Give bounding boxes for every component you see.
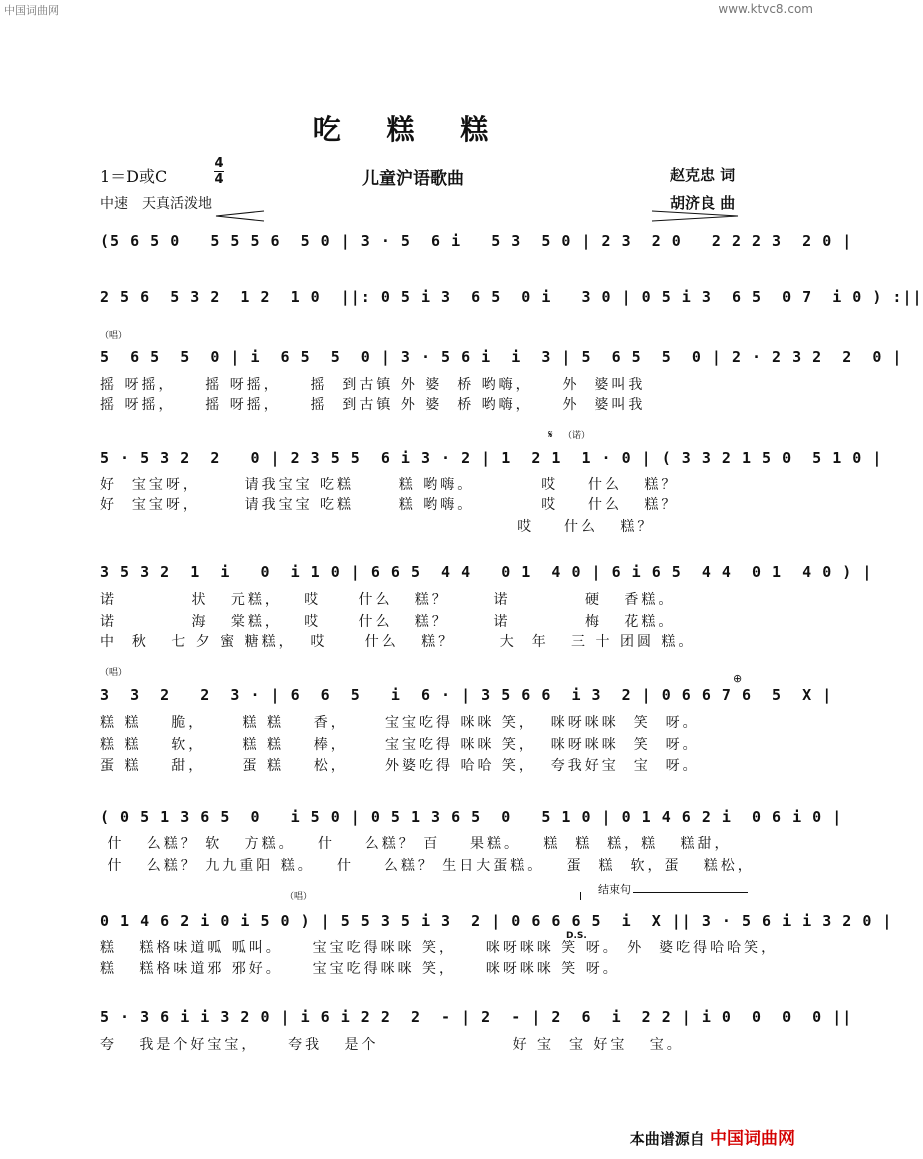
notation-line-2: 2 5 6 5 3 2 1 2 1 0 ||: 0 5 i 3 6 5 0 i 3 0 | 0 5 i 3 6 5 0 7 i 0 ) :|| (100, 288, 923, 306)
sing-marker: （唱） (100, 331, 128, 341)
meter-top: 4 (214, 156, 224, 171)
notation-line-6: 3 3 2 2 3 · | 6 6 5 i 6 · | 3 5 6 6 i 3 2 | 0 6 6 7 6 5 X | (100, 686, 833, 704)
notation-line-4: 5 · 5 3 2 2 0 | 2 3 5 5 6 i 3 · 2 | 1 2 1 1 · 0 | ( 3 3 2 1 5 0 5 1 0 | (100, 449, 883, 467)
notation-line-7: ( 0 5 1 3 6 5 0 i 5 0 | 0 5 1 3 6 5 0 5 1 0 | 0 1 4 6 2 i 0 6 i 0 | (100, 808, 843, 826)
lyric-line: 好 宝宝呀， 请我宝宝 吃糕 糕 哟嗨。 哎 什么 糕？ (100, 477, 679, 493)
lyric-line: 好 宝宝呀， 请我宝宝 吃糕 糕 哟嗨。 哎 什么 糕？ (100, 497, 679, 513)
lyric-line: 哎 什么 糕？ (100, 519, 655, 535)
notation-line-5: 3 5 3 2 1 i 0 i 1 0 | 6 6 5 4 4 0 1 4 0 | 6 i 6 5 4 4 0 1 4 0 ) | (100, 563, 873, 581)
time-signature (214, 157, 224, 186)
lyric-line: 夸 我是个好宝宝， 夸我 是个 好 宝 宝 好宝 宝。 (100, 1037, 684, 1053)
ending-bracket-tick (580, 892, 581, 900)
lyric-line: 诺 海 棠糕， 哎 什么 糕？ 诺 梅 花糕。 (100, 614, 676, 630)
footer-source-text: 本曲谱源自 (629, 1130, 705, 1148)
notation-line-3: 5 6 5 5 0 | i 6 5 5 0 | 3 · 5 6 i i 3 | 5 6 5 5 0 | 2 · 2 3 2 2 0 | (100, 348, 903, 366)
ending-label: 结束句 (598, 883, 631, 896)
lyric-line: 摇 呀摇， 摇 呀摇， 摇 到古镇 外 婆 桥 哟嗨， 外 婆叫我 (100, 377, 646, 393)
lyric-line: 什 么糕？ 九九重阳 糕。 什 么糕？ 生日大蛋糕。 蛋 糕 软，蛋 糕松， (100, 858, 755, 874)
song-title: 吃 糕 糕 (312, 113, 507, 146)
notation-line-8: 0 1 4 6 2 i 0 i 5 0 ) | 5 5 3 5 i 3 2 | 0 6 6 6 5 i X || 3 · 5 6 i i 3 2 0 | (100, 912, 893, 930)
site-watermark-top-left: 中国词曲网 (4, 4, 59, 17)
decrescendo-hairpin (650, 210, 740, 222)
coda-sign: ⊕ (733, 672, 743, 685)
segno-sign: 𝄋 (548, 428, 553, 441)
lyric-line: 糕 糕格味道呱 呱叫。 宝宝吃得咪咪 笑， 咪呀咪咪 笑 呀。 外 婆吃得哈哈笑， (100, 940, 779, 956)
ds-marking: D.S. (566, 931, 587, 941)
song-subtitle: 儿童沪语歌曲 (362, 169, 464, 189)
sing-marker: （唱） (285, 892, 313, 902)
key-signature: 1＝D或C (100, 167, 168, 186)
nuo-marker: （诺） (563, 431, 591, 441)
lyricist: 赵克忠 词 (670, 166, 736, 184)
lyric-line: 糕 糕格味道邪 邪好。 宝宝吃得咪咪 笑， 咪呀咪咪 笑 呀。 (100, 961, 620, 977)
lyric-line: 蛋 糕 甜， 蛋 糕 松， 外婆吃得 哈哈 笑， 夸我好宝 宝 呀。 (100, 758, 700, 774)
lyric-line: 糕 糕 软， 糕 糕 棒， 宝宝吃得 咪咪 笑， 咪呀咪咪 笑 呀。 (100, 737, 700, 753)
lyric-line: 中 秋 七 夕 蜜 糖糕， 哎 什么 糕？ 大 年 三 十 团圆 糕。 (100, 634, 696, 650)
crescendo-hairpin (214, 210, 266, 222)
lyric-line: 糕 糕 脆， 糕 糕 香， 宝宝吃得 咪咪 笑， 咪呀咪咪 笑 呀。 (100, 715, 700, 731)
notation-line-9: 5 · 3 6 i i 3 2 0 | i 6 i 2 2 2 - | 2 - | 2 6 i 2 2 | i 0 0 0 0 || (100, 1008, 853, 1026)
lyric-line: 什 么糕？ 软 方糕。 什 么糕？ 百 果糕。 糕 糕 糕，糕 糕甜， (100, 836, 732, 852)
lyric-line: 诺 状 元糕， 哎 什么 糕？ 诺 硬 香糕。 (100, 592, 676, 608)
composer: 胡济良 曲 (670, 194, 736, 212)
site-watermark-top-right: www.ktvc8.com (718, 2, 813, 16)
lyric-line: 摇 呀摇， 摇 呀摇， 摇 到古镇 外 婆 桥 哟嗨， 外 婆叫我 (100, 397, 646, 413)
footer-site-logo: 中国词曲网 (710, 1129, 795, 1149)
meter-bottom: 4 (214, 172, 224, 187)
sing-marker: （唱） (100, 668, 128, 678)
tempo-marking: 中速 天真活泼地 (100, 196, 212, 212)
notation-line-1: (5 6 5 0 5 5 5 6 5 0 | 3 · 5 6 i 5 3 5 0 | 2 3 2 0 2 2 2 3 2 0 | (100, 232, 853, 250)
footer-source (630, 1124, 795, 1149)
